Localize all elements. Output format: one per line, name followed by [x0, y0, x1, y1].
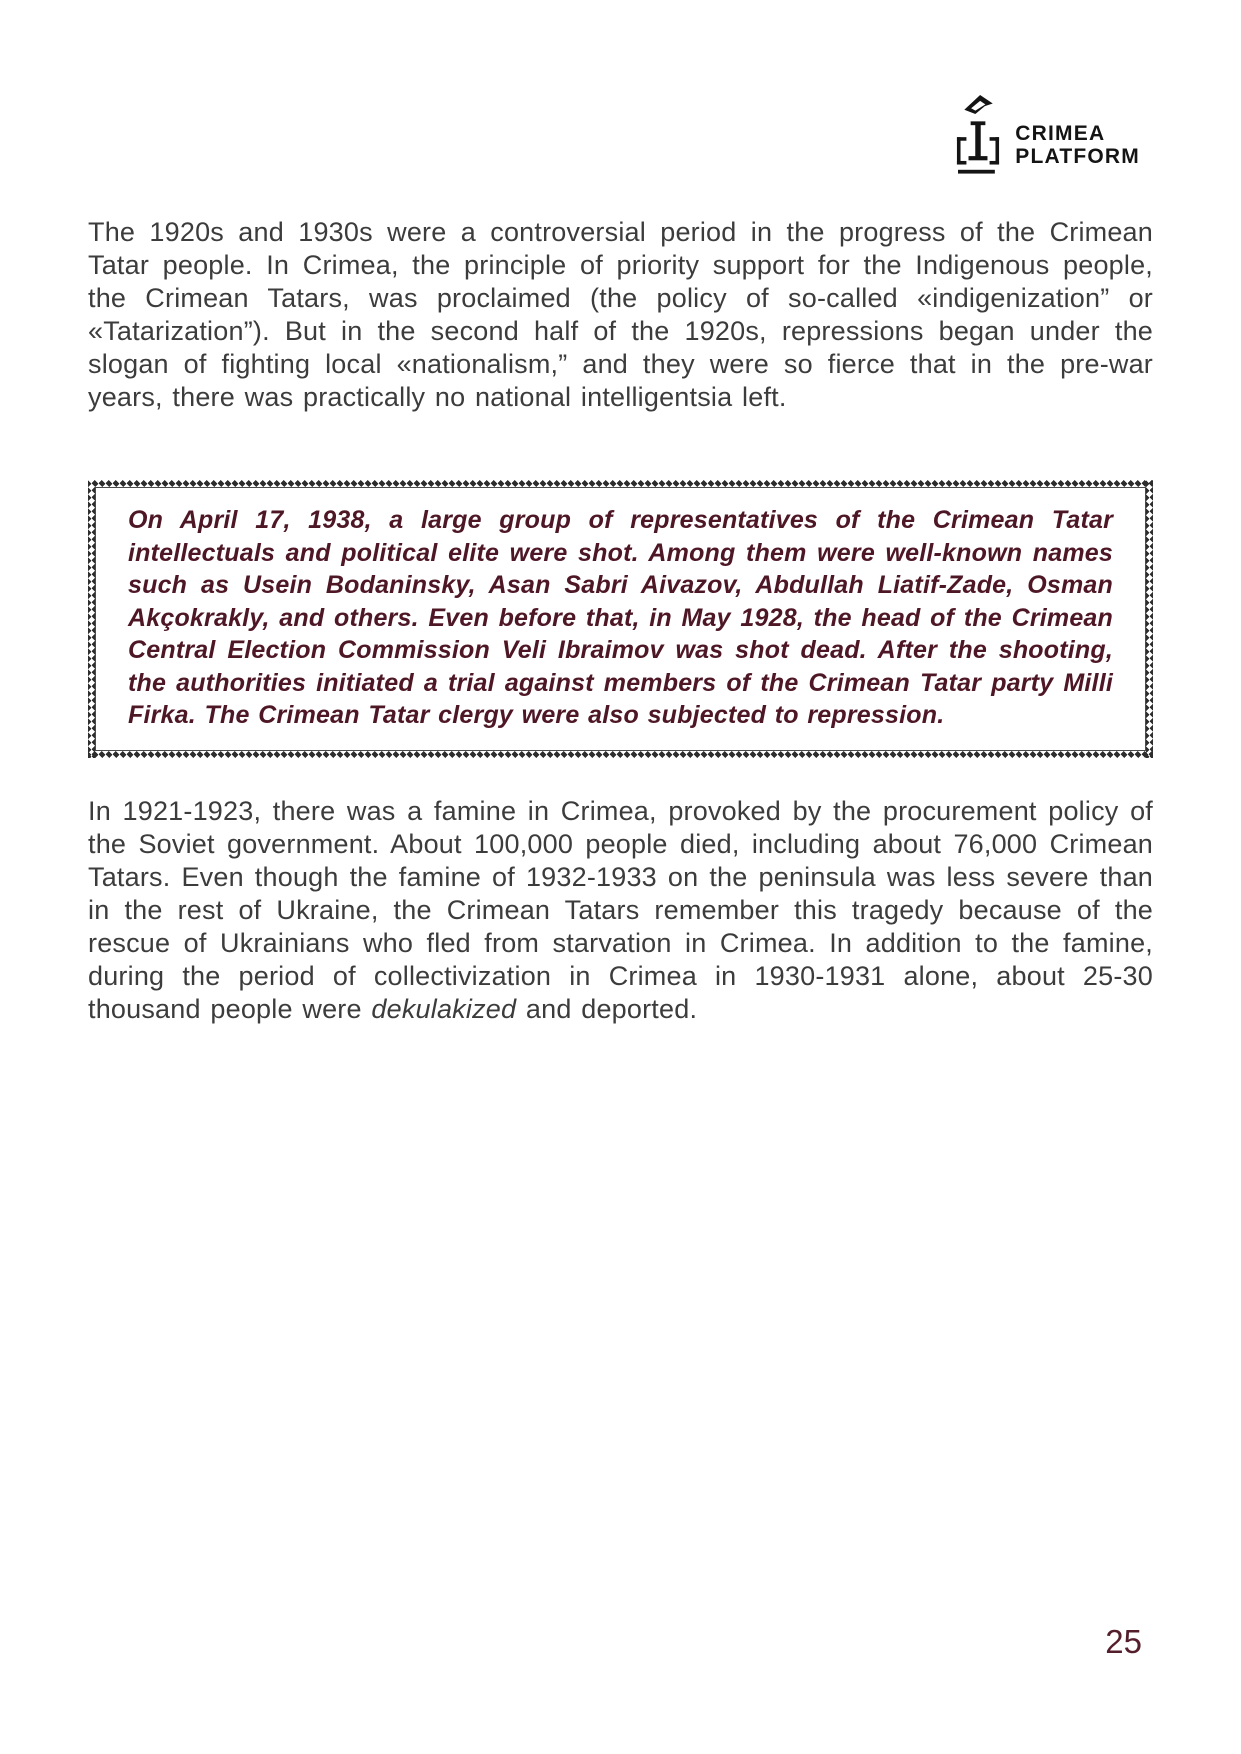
paragraph-1920s-1930s: The 1920s and 1930s were a controversial period in the progress of the Crimean Tatar people. In Crimea, the principle of priority support for the Indigenous people, the Crimean Tatars, was proclaimed (the policy of so-called «indigenization” or «Tatarization”). But in the second half of the 1920s, repressions began under the slogan of fighting local «nationalism,” and they were so fierce that in the pre-war years, there was practically no national intelligentsia left. — [88, 217, 1153, 412]
logo-wordmark — [1015, 122, 1140, 174]
callout-border-bottom — [88, 751, 1153, 758]
callout-border-right — [1146, 480, 1153, 758]
callout-border-top — [88, 480, 1153, 487]
logo-wordmark-line1: CRIMEA — [1015, 122, 1106, 145]
paragraph2-text-after: and deported. — [516, 994, 698, 1024]
page-number: 25 — [1105, 1623, 1142, 1660]
paragraph2-italic-dekulakized: dekulakized — [371, 994, 517, 1024]
callout-box-april-1938 — [88, 480, 1153, 758]
crimea-platform-logo — [956, 94, 1140, 174]
paragraph2-text-before: In 1921-1923, there was a famine in Crimea, provoked by the procurement policy of the Soviet government. About 100,000 people died, including about 76,000 Crimean Tatars. Even though the famine of 1932-1933 on the peninsula was less severe than in the rest of Ukraine, the Crimean Tatars remember this tragedy because of the rescue of Ukrainians who fled from starvation in Crimea. In addition to the famine, during the period of collectivization in Crimea in 1930-1931 alone, about 25-30 thousand people were — [88, 796, 1153, 1024]
callout-border-left — [88, 480, 95, 758]
crimea-platform-tamga-icon — [956, 94, 1000, 174]
logo-wordmark-line2: PLATFORM — [1015, 145, 1140, 168]
paragraph-famine-1921-1923 — [88, 795, 1153, 1026]
callout-text: On April 17, 1938, a large group of representatives of the Crimean Tatar intellectuals and political elite were shot. Among them were well-known names such as Usein Bodaninsky, Asan Sabri Aivazov, Abdullah Liatif-Zade, Osman Akçokrakly, and others. Even before that, in May 1928, the head of the Crimean Central Election Commission Veli Ibraimov was shot dead. After the shooting, the authorities initiated a trial against members of the Crimean Tatar party Milli Firka. The Crimean Tatar clergy were also subjected to repression. — [128, 506, 1113, 729]
